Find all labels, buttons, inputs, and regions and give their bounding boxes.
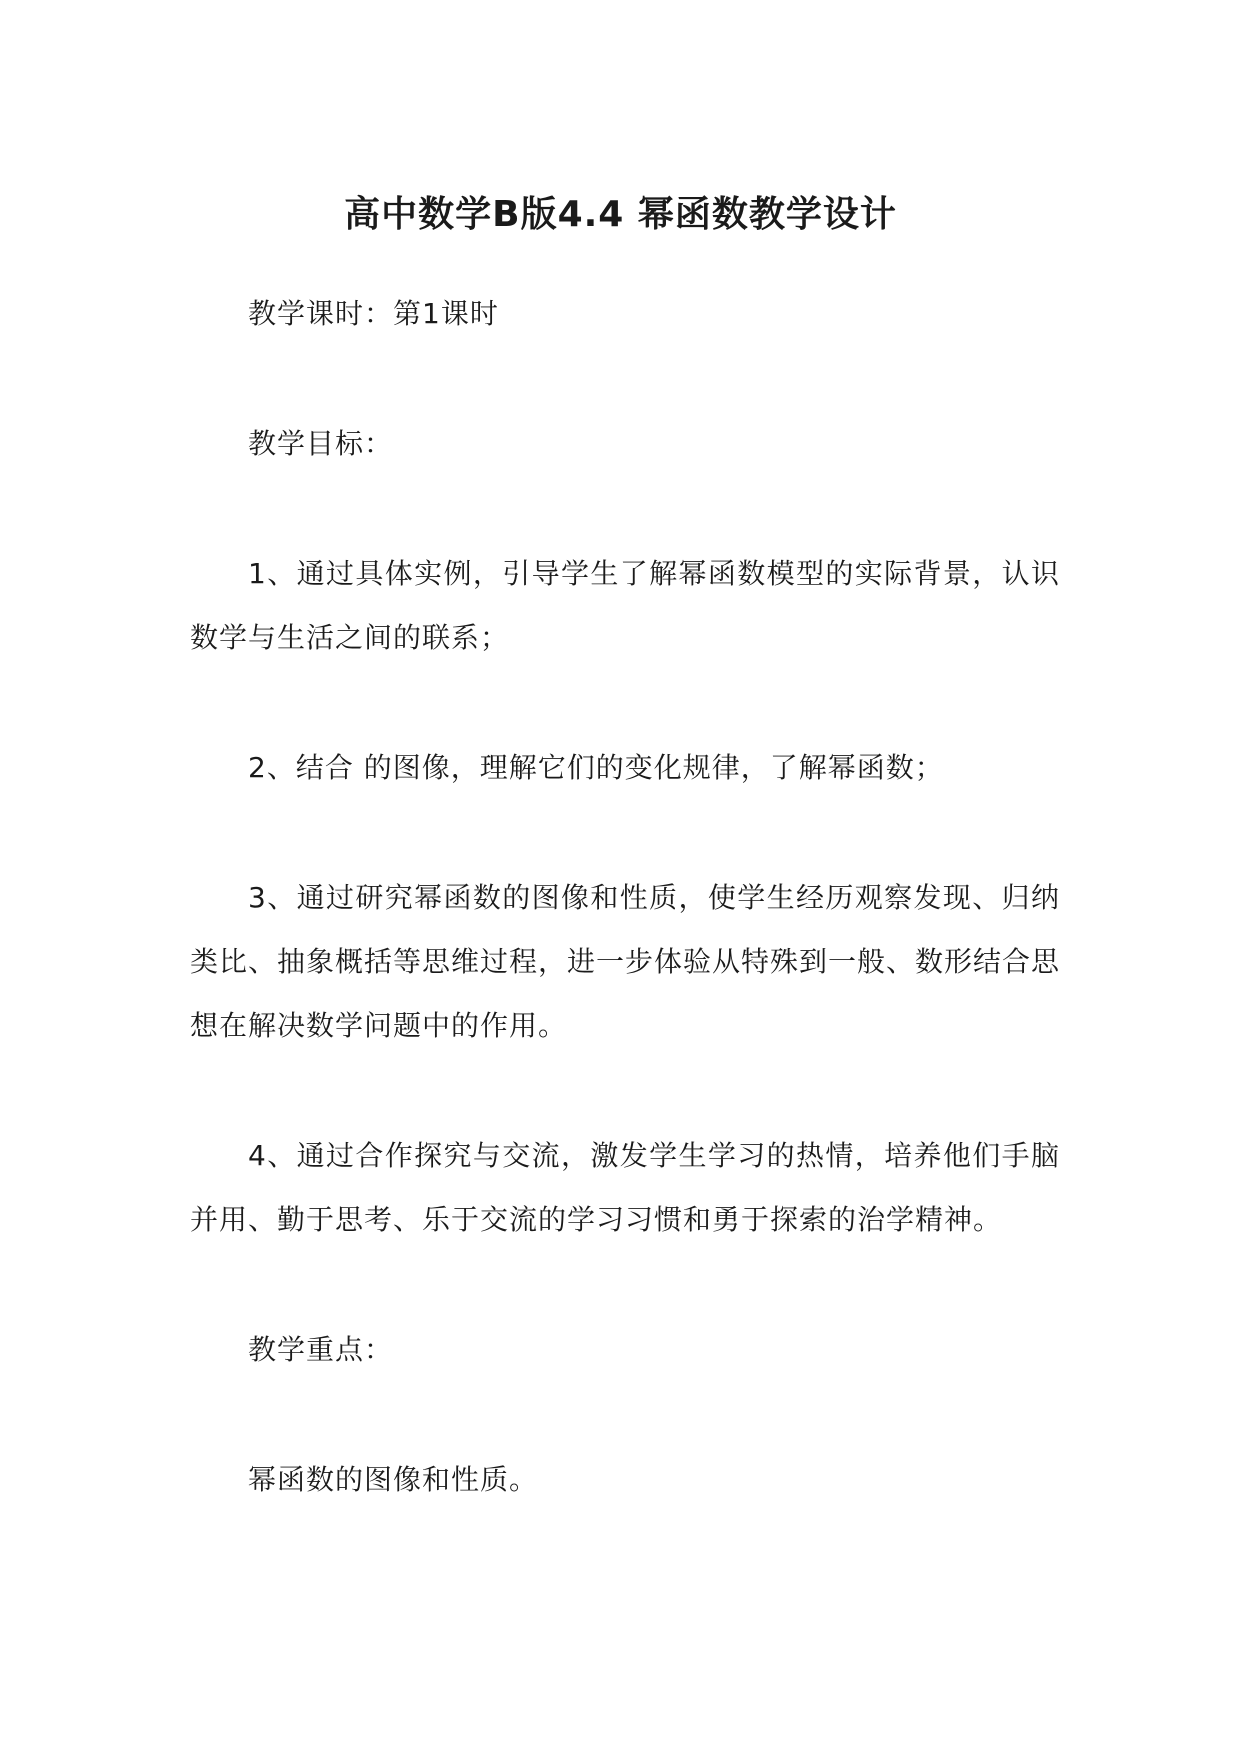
document-title: 高中数学B版4.4 幂函数教学设计 bbox=[344, 194, 897, 235]
objective-2: 2、结合 的图像，理解它们的变化规律，了解幂函数； bbox=[248, 751, 944, 784]
lesson-hours: 教学课时：第1课时 bbox=[248, 297, 499, 330]
key-points-heading: 教学重点： bbox=[248, 1333, 394, 1366]
objective-1: 1、通过具体实例，引导学生了解幂函数模型的实际背景，认识数学与生活之间的联系； bbox=[190, 557, 1060, 654]
objective-4: 4、通过合作探究与交流，激发学生学习的热情，培养他们手脑并用、勤于思考、乐于交流的学习习惯和勇于探索的治学精神。 bbox=[190, 1139, 1060, 1236]
objective-3: 3、通过研究幂函数的图像和性质，使学生经历观察发现、归纳类比、抽象概括等思维过程，进一步体验从特殊到一般、数形结合思想在解决数学问题中的作用。 bbox=[190, 881, 1061, 1042]
objectives-heading: 教学目标： bbox=[248, 427, 394, 460]
key-points-content: 幂函数的图像和性质。 bbox=[248, 1463, 539, 1496]
